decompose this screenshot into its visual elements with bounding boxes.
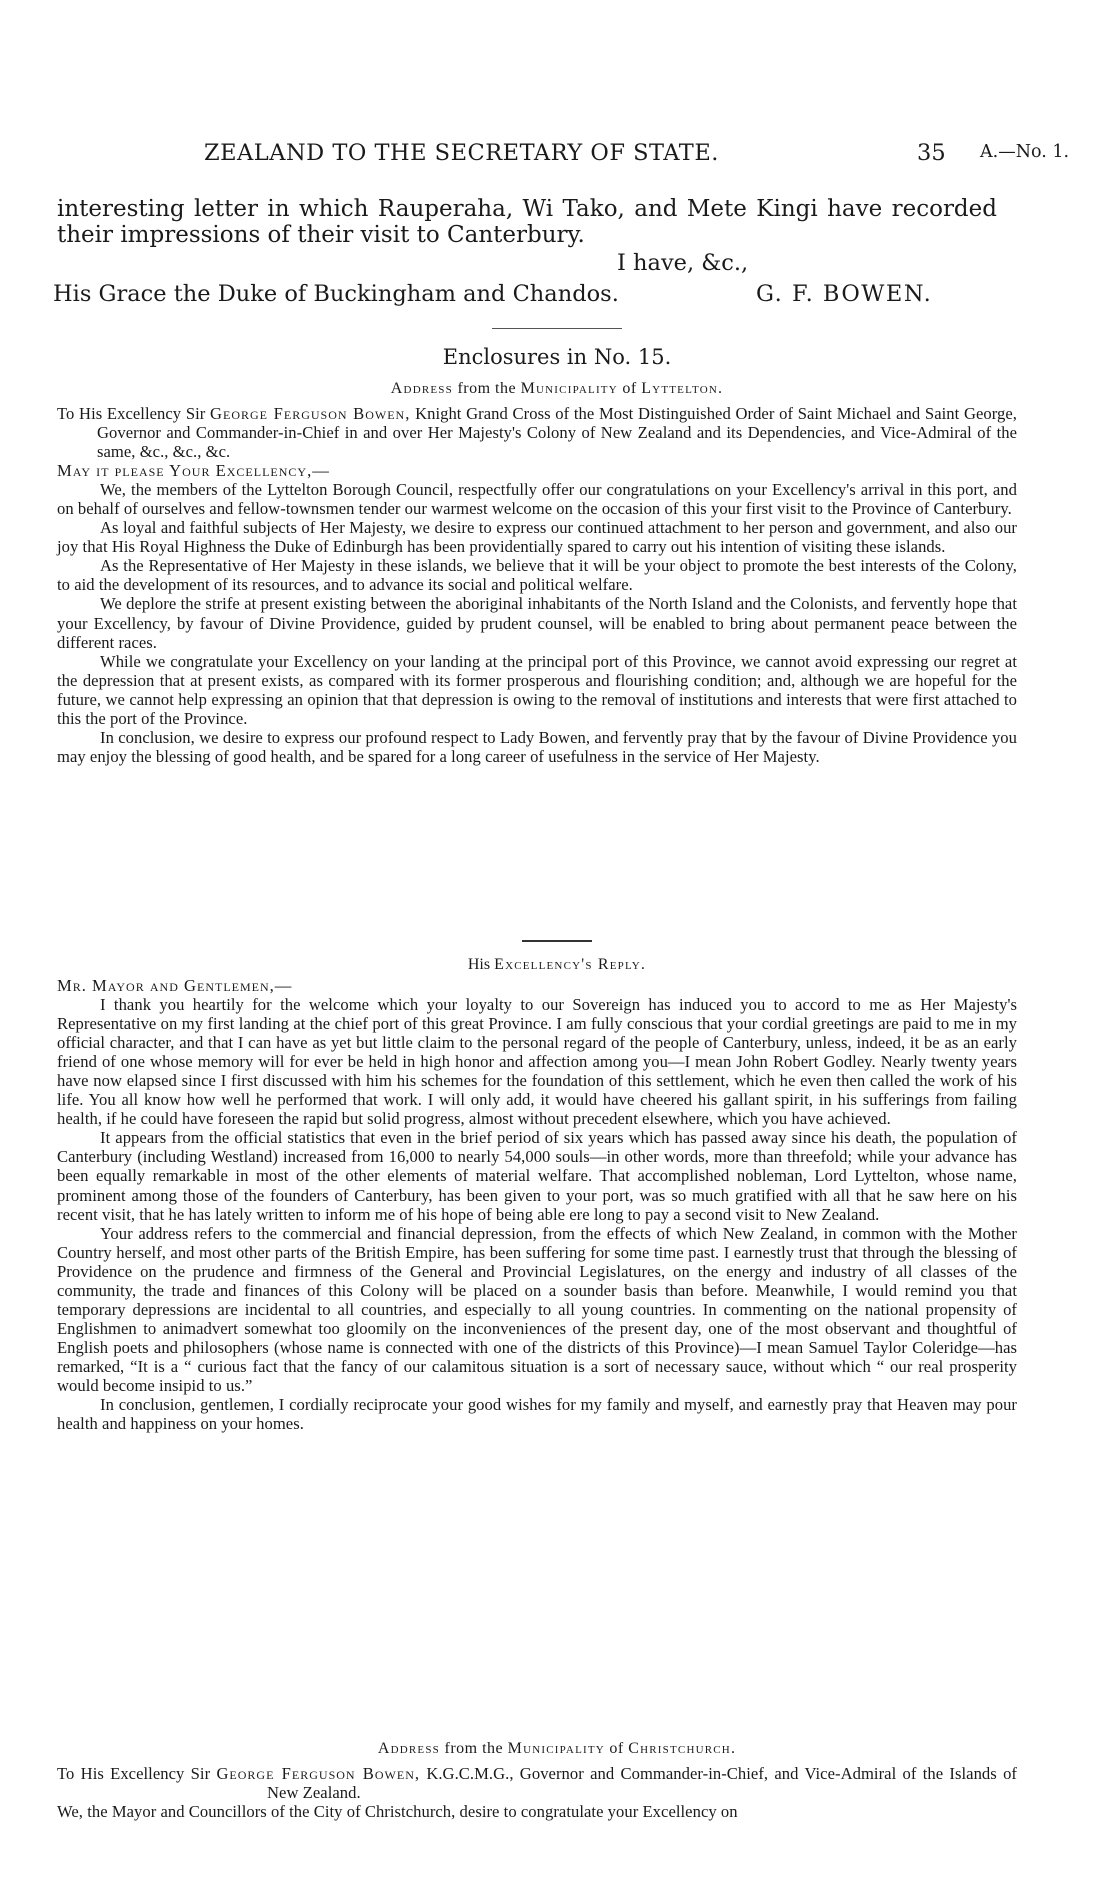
- reply-paragraph: In conclusion, gentlemen, I cordially reciprocate your good wishes for my family and myself, and earnestly pray that Heaven may pour health and happiness on your homes.: [57, 1395, 1017, 1434]
- heading-word: from the: [457, 380, 517, 397]
- recipient-name: George Ferguson Bowen,: [210, 404, 411, 423]
- enclosures-title: Enclosures in No. 15.: [442, 345, 672, 369]
- heading-word: of: [622, 380, 637, 397]
- signature: G. F. BOWEN.: [756, 281, 933, 307]
- address-paragraph: We, the members of the Lyttelton Borough Council, respectfully offer our congratulations on your Excellency's arrival in this port, and on behalf of ourselves and fellow-townsmen tender our warmest welcome on the occasion of this your first visit to the Province of Canterbury.: [57, 480, 1017, 519]
- recipient-title: K.G.C.M.G., Governor and Commander-in-Chief, and Vice-Admiral of the Islands of New Zealand.: [267, 1764, 1017, 1803]
- address-paragraph: As loyal and faithful subjects of Her Majesty, we desire to express our continued attachment to her person and government, and also our joy that His Royal Highness the Duke of Edinburgh has been providentially spared to carry out his intention of visiting these islands.: [57, 518, 1017, 557]
- reply-salutation: Mr. Mayor and Gentlemen,—: [57, 976, 293, 995]
- header-title: ZEALAND TO THE SECRETARY OF STATE.: [204, 140, 719, 166]
- heading-word: of: [609, 1740, 624, 1757]
- heading-word: Municipality: [507, 1740, 605, 1757]
- section-divider: [492, 328, 622, 329]
- heading-word: from the: [444, 1740, 504, 1757]
- address-paragraph: We deplore the strife at present existing between the aboriginal inhabitants of the North Island and the Colonists, and fervently hope that your Excellency, by favour of Divine Providence, guided by prudent counsel, will be enabled to bring about permanent peace between the different races.: [57, 594, 1017, 652]
- heading-word: Address: [377, 1740, 440, 1757]
- recipient-prefix: To His Excellency Sir: [57, 1764, 211, 1783]
- addressee: His Grace the Duke of Buckingham and Chandos.: [53, 281, 619, 307]
- address-paragraph: While we congratulate your Excellency on your landing at the principal port of this Province, we cannot avoid expressing our regret at the depression that at present exists, as compared with its former prosperous and flourishing condition; and, although we are hopeful for the future, we cannot help expressing an opinion that that depression is owing to the removal of institutions and interests that were first attached to this the port of the Province.: [57, 651, 1017, 728]
- heading-word: Christchurch.: [628, 1740, 737, 1757]
- heading-word: Excellency's Reply.: [494, 956, 647, 973]
- lead-paragraph: [57, 196, 997, 248]
- recipient-name: George Ferguson Bowen,: [216, 1764, 421, 1783]
- reply-paragraph: It appears from the official statistics that even in the brief period of six years which has passed away since his death, the population of Canterbury (including Westland) increased from 16,000 to nearly 54,000 souls—in other words, more than threefold; while your advance has been equally remarkable in most of the other elements of material welfare. That accomplished nobleman, Lord Lyttelton, whose name, prominent among those of the founders of Canterbury, has been given to your port, was so much gratified with all that he saw here on his recent visit, that he has lately written to inform me of his hope of being able ere long to pay a second visit to New Zealand.: [57, 1128, 1017, 1224]
- lead-text: interesting letter in which Rauperaha, Wi Tako, and Mete Kingi have recorded their impressions of their visit to Canterbury.: [57, 196, 997, 248]
- excellency-reply: [57, 976, 1017, 1433]
- heading-word: Municipality: [520, 380, 618, 397]
- reply-paragraph: I thank you heartily for the welcome which your loyalty to our Sovereign has induced you to accord to me as Her Majesty's Representative on my first landing at the chief port of this great Province. I am fully conscious that your cordial greetings are paid to me in my official character, and that I can have as yet but little claim to the personal regard of the people of Canterbury, unless, indeed, it be as an early friend of one whose memory will for ever be held in high honor and affection among you—I mean John Robert Godley. Nearly twenty years have now elapsed since I first discussed with him his schemes for the foundation of this settlement, which he even then called the work of his life. You all know how well he performed that work. I will only add, it would have cheered his gallant spirit, in his sufferings from failing health, if he could have foreseen the rapid but solid progress, almost without precedent elsewhere, which you have achieved.: [57, 995, 1017, 1129]
- address-salutation: May it please Your Excellency,—: [57, 461, 330, 481]
- address-opening: We, the Mayor and Councillors of the City of Christchurch, desire to congratulate your Excellency on: [57, 1802, 738, 1822]
- address-recipient: [57, 404, 1017, 461]
- document-reference: A.—No. 1.: [980, 142, 1070, 162]
- reply-paragraph: Your address refers to the commercial and financial depression, from the effects of which New Zealand, in common with the Mother Country herself, and most other parts of the British Empire, has been suffering for some time past. I earnestly trust that through the blessing of Providence on the prudence and firmness of the General and Provincial Legislatures, on the energy and industry of all classes of the community, the trade and finances of this Colony will be placed on a sounder basis than before. Meanwhile, I would remind you that temporary depressions are incidental to all countries, and especially to all young countries. In commenting on the national propensity of Englishmen to animadvert somewhat too gloomily on the inconveniences of the present day, one of the most observant and thoughtful of English poets and philosophers (whose name is connected with one of the districts of this Province)—I mean Samuel Taylor Coleridge—has remarked, “It is a “ curious fact that the fancy of our calamitous situation is a sort of necessary sauce, without which “ our real prosperity would become insipid to us.”: [57, 1223, 1017, 1395]
- closing-formula: I have, &c.,: [617, 250, 749, 276]
- address-recipient: [57, 1764, 1017, 1802]
- page-number: 35: [917, 140, 946, 166]
- christchurch-address: [57, 1764, 1017, 1821]
- address-paragraph: As the Representative of Her Majesty in these islands, we believe that it will be your object to promote the best interests of the Colony, to aid the development of its resources, and to advance its social and political welfare.: [57, 556, 1017, 595]
- recipient-title: Knight Grand Cross of the Most Distinguished Order of Saint Michael and Saint George, Governor and Commander-in-Chief in and over Her Majesty's Colony of New Zealand and its Dependencies, and Vice-Admiral of the same, &c., &c., &c.: [97, 404, 1017, 462]
- christchurch-heading: [0, 1740, 1114, 1758]
- address-paragraph: In conclusion, we desire to express our profound respect to Lady Bowen, and fervently pray that by the favour of Divine Providence you may enjoy the blessing of good health, and be spared for a long career of usefulness in the service of Her Majesty.: [57, 727, 1017, 766]
- heading-word: His: [467, 956, 491, 973]
- lyttelton-address: [57, 404, 1017, 766]
- recipient-prefix: To His Excellency Sir: [57, 404, 206, 423]
- section-divider: [522, 940, 592, 942]
- running-header: [0, 140, 1114, 170]
- lyttelton-heading: [0, 380, 1114, 398]
- heading-word: Lyttelton.: [641, 380, 724, 397]
- reply-heading: [0, 956, 1114, 974]
- heading-word: Address: [390, 380, 453, 397]
